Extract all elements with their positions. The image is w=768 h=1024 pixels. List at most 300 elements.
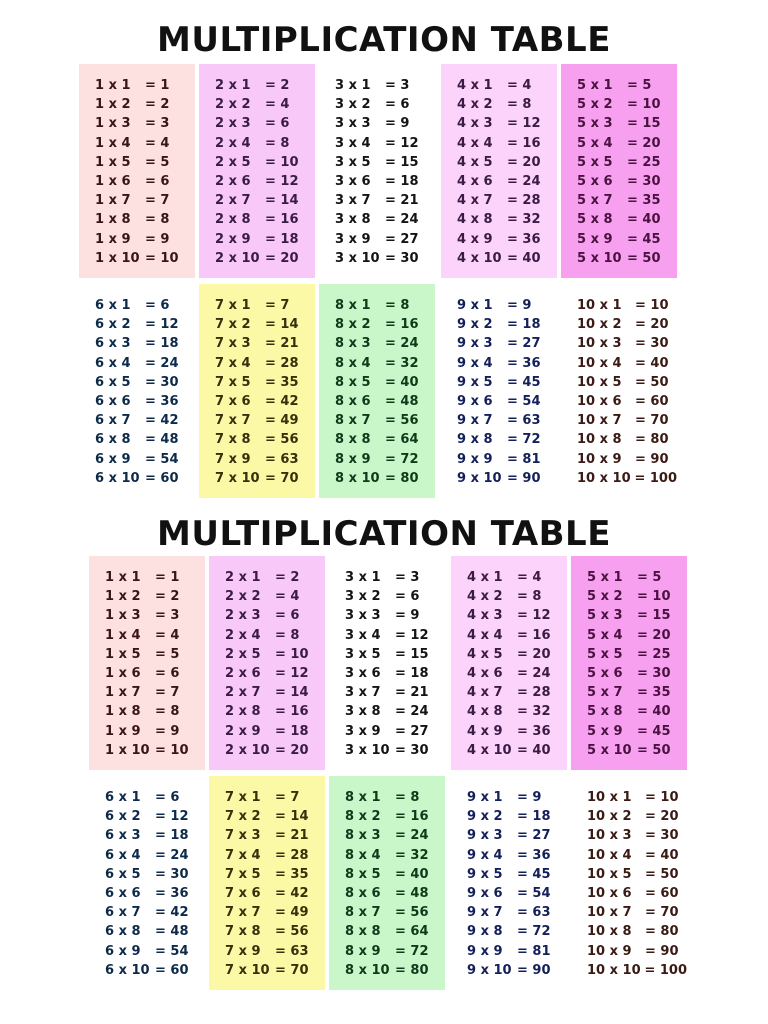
expression: 8 x 10 xyxy=(345,962,390,978)
result: = 6 xyxy=(385,97,410,113)
table-row xyxy=(467,788,567,807)
expression: 2 x 2 xyxy=(225,589,261,605)
expression: 5 x 6 xyxy=(587,665,623,681)
times-table-1 xyxy=(79,64,195,278)
result: = 12 xyxy=(155,809,189,825)
table-row xyxy=(335,296,435,315)
result: = 18 xyxy=(395,665,429,681)
table-row xyxy=(215,191,315,210)
table-row xyxy=(95,334,195,353)
table-row xyxy=(225,903,325,922)
expression: 7 x 2 xyxy=(215,317,251,333)
expression: 8 x 1 xyxy=(335,298,371,313)
result: = 36 xyxy=(507,355,541,371)
table-row xyxy=(95,450,195,469)
result: = 48 xyxy=(145,432,179,448)
result: = 15 xyxy=(627,116,661,132)
expression: 7 x 4 xyxy=(225,847,261,863)
expression: 10 x 9 xyxy=(587,943,632,959)
expression: 4 x 7 xyxy=(467,685,503,701)
table-row xyxy=(587,664,687,683)
result: = 50 xyxy=(645,866,679,882)
expression: 3 x 8 xyxy=(335,212,371,228)
expression: 3 x 9 xyxy=(345,723,381,739)
table-row xyxy=(457,334,557,353)
result: = 45 xyxy=(637,723,671,739)
result: = 28 xyxy=(507,193,541,209)
result: = 6 xyxy=(265,116,290,132)
table-row xyxy=(225,683,325,702)
expression: 9 x 8 xyxy=(467,924,503,940)
result: = 14 xyxy=(275,809,309,825)
table-section-top xyxy=(0,0,768,505)
result: = 40 xyxy=(627,212,661,228)
table-row xyxy=(225,741,325,760)
expression: 5 x 7 xyxy=(577,193,613,209)
expression: 8 x 2 xyxy=(335,317,371,333)
table-row xyxy=(457,430,557,449)
expression: 4 x 3 xyxy=(467,608,503,624)
result: = 27 xyxy=(507,336,541,352)
table-row xyxy=(335,76,435,95)
result: = 10 xyxy=(637,589,671,605)
result: = 8 xyxy=(395,790,420,805)
expression: 4 x 3 xyxy=(457,116,493,132)
result: = 10 xyxy=(627,97,661,113)
expression: 3 x 1 xyxy=(335,78,371,93)
table-row xyxy=(345,846,445,865)
table-row xyxy=(345,606,445,625)
expression: 7 x 7 xyxy=(215,413,251,429)
expression: 4 x 6 xyxy=(467,665,503,681)
table-row xyxy=(587,807,687,826)
result: = 32 xyxy=(517,704,551,720)
times-table-7 xyxy=(209,776,325,990)
result: = 63 xyxy=(265,451,299,467)
result: = 60 xyxy=(635,393,669,409)
table-row xyxy=(215,315,315,334)
result: = 32 xyxy=(385,355,419,371)
table-row xyxy=(105,865,205,884)
expression: 4 x 6 xyxy=(457,173,493,189)
result: = 16 xyxy=(265,212,299,228)
table-row xyxy=(467,942,567,961)
result: = 80 xyxy=(395,962,429,978)
table-row xyxy=(95,210,195,229)
expression: 5 x 2 xyxy=(587,589,623,605)
result: = 3 xyxy=(155,608,180,624)
table-row xyxy=(467,826,567,845)
expression: 5 x 1 xyxy=(587,570,623,585)
result: = 35 xyxy=(627,193,661,209)
expression: 6 x 9 xyxy=(95,451,131,467)
expression: 4 x 9 xyxy=(457,231,493,247)
result: = 10 xyxy=(155,742,189,758)
result: = 12 xyxy=(275,665,309,681)
expression: 1 x 3 xyxy=(95,116,131,132)
expression: 7 x 5 xyxy=(225,866,261,882)
table-row xyxy=(587,961,687,980)
expression: 2 x 1 xyxy=(225,570,261,585)
table-row xyxy=(335,172,435,191)
expression: 8 x 7 xyxy=(345,905,381,921)
table-row xyxy=(95,373,195,392)
table-row xyxy=(345,645,445,664)
expression: 2 x 8 xyxy=(215,212,251,228)
expression: 2 x 8 xyxy=(225,704,261,720)
table-row xyxy=(587,846,687,865)
expression: 1 x 1 xyxy=(105,570,141,585)
expression: 3 x 3 xyxy=(335,116,371,132)
expression: 10 x 6 xyxy=(577,393,622,409)
expression: 2 x 5 xyxy=(225,646,261,662)
table-row xyxy=(215,354,315,373)
result: = 100 xyxy=(644,962,687,978)
result: = 4 xyxy=(145,135,170,151)
table-row xyxy=(335,392,435,411)
table-row xyxy=(215,392,315,411)
expression: 5 x 9 xyxy=(587,723,623,739)
result: = 28 xyxy=(275,847,309,863)
table-row xyxy=(105,683,205,702)
expression: 2 x 4 xyxy=(215,135,251,151)
expression: 10 x 10 xyxy=(577,470,631,486)
expression: 7 x 1 xyxy=(225,790,261,805)
result: = 4 xyxy=(155,627,180,643)
table-row xyxy=(577,392,677,411)
table-row xyxy=(345,722,445,741)
expression: 6 x 8 xyxy=(105,924,141,940)
result: = 21 xyxy=(385,193,419,209)
table-row xyxy=(467,568,567,587)
expression: 4 x 10 xyxy=(457,250,502,266)
result: = 16 xyxy=(385,317,419,333)
table-row xyxy=(577,315,677,334)
times-table-6 xyxy=(79,284,195,498)
times-table-9 xyxy=(451,776,567,990)
result: = 24 xyxy=(517,665,551,681)
table-row xyxy=(587,683,687,702)
result: = 2 xyxy=(145,97,170,113)
expression: 7 x 8 xyxy=(215,432,251,448)
expression: 7 x 9 xyxy=(225,943,261,959)
expression: 8 x 9 xyxy=(345,943,381,959)
expression: 3 x 4 xyxy=(335,135,371,151)
result: = 10 xyxy=(275,646,309,662)
table-row xyxy=(345,865,445,884)
table-row xyxy=(105,587,205,606)
expression: 4 x 4 xyxy=(457,135,493,151)
expression: 8 x 3 xyxy=(345,828,381,844)
expression: 9 x 9 xyxy=(467,943,503,959)
table-row xyxy=(457,249,557,268)
result: = 18 xyxy=(507,317,541,333)
table-row xyxy=(457,315,557,334)
times-table-9 xyxy=(441,284,557,498)
result: = 8 xyxy=(145,212,170,228)
expression: 5 x 10 xyxy=(577,250,622,266)
expression: 8 x 10 xyxy=(335,470,380,486)
expression: 8 x 4 xyxy=(335,355,371,371)
result: = 50 xyxy=(627,250,661,266)
table-row xyxy=(577,210,677,229)
result: = 32 xyxy=(507,212,541,228)
table-row xyxy=(457,153,557,172)
expression: 3 x 10 xyxy=(335,250,380,266)
table-row xyxy=(335,373,435,392)
expression: 1 x 10 xyxy=(95,250,140,266)
result: = 9 xyxy=(385,116,410,132)
expression: 5 x 4 xyxy=(587,627,623,643)
table-row xyxy=(345,961,445,980)
result: = 27 xyxy=(517,828,551,844)
expression: 10 x 2 xyxy=(587,809,632,825)
expression: 1 x 5 xyxy=(105,646,141,662)
result: = 81 xyxy=(517,943,551,959)
result: = 90 xyxy=(635,451,669,467)
table-row xyxy=(345,826,445,845)
result: = 40 xyxy=(635,355,669,371)
expression: 6 x 5 xyxy=(105,866,141,882)
result: = 30 xyxy=(385,250,419,266)
times-table-1 xyxy=(89,556,205,770)
result: = 16 xyxy=(395,809,429,825)
result: = 49 xyxy=(275,905,309,921)
expression: 8 x 6 xyxy=(345,885,381,901)
table-row xyxy=(95,315,195,334)
table-row xyxy=(335,230,435,249)
result: = 2 xyxy=(155,589,180,605)
table-row xyxy=(225,702,325,721)
result: = 45 xyxy=(517,866,551,882)
expression: 9 x 4 xyxy=(457,355,493,371)
expression: 2 x 7 xyxy=(225,685,261,701)
table-row xyxy=(335,450,435,469)
result: = 72 xyxy=(385,451,419,467)
result: = 35 xyxy=(275,866,309,882)
expression: 4 x 7 xyxy=(457,193,493,209)
result: = 64 xyxy=(385,432,419,448)
table-row xyxy=(215,114,315,133)
result: = 16 xyxy=(275,704,309,720)
result: = 80 xyxy=(645,924,679,940)
table-row xyxy=(225,568,325,587)
result: = 1 xyxy=(145,78,170,93)
expression: 5 x 7 xyxy=(587,685,623,701)
expression: 7 x 4 xyxy=(215,355,251,371)
table-row xyxy=(577,114,677,133)
expression: 1 x 9 xyxy=(105,723,141,739)
table-row xyxy=(225,884,325,903)
table-row xyxy=(105,702,205,721)
result: = 18 xyxy=(517,809,551,825)
table-row xyxy=(457,230,557,249)
table-row xyxy=(105,807,205,826)
table-row xyxy=(335,334,435,353)
result: = 72 xyxy=(395,943,429,959)
result: = 5 xyxy=(637,570,662,585)
result: = 7 xyxy=(275,790,300,805)
expression: 10 x 3 xyxy=(577,336,622,352)
expression: 6 x 3 xyxy=(105,828,141,844)
expression: 10 x 5 xyxy=(577,374,622,390)
table-row xyxy=(105,961,205,980)
expression: 5 x 3 xyxy=(577,116,613,132)
result: = 7 xyxy=(145,193,170,209)
result: = 12 xyxy=(265,173,299,189)
expression: 6 x 4 xyxy=(105,847,141,863)
expression: 10 x 10 xyxy=(587,962,641,978)
table-row xyxy=(467,865,567,884)
times-table-7 xyxy=(199,284,315,498)
result: = 21 xyxy=(265,336,299,352)
expression: 7 x 2 xyxy=(225,809,261,825)
result: = 10 xyxy=(645,790,679,805)
table-row xyxy=(105,884,205,903)
expression: 5 x 1 xyxy=(577,78,613,93)
table-row xyxy=(335,153,435,172)
result: = 70 xyxy=(635,413,669,429)
result: = 8 xyxy=(517,589,542,605)
result: = 4 xyxy=(517,570,542,585)
table-row xyxy=(457,469,557,488)
result: = 30 xyxy=(145,374,179,390)
result: = 9 xyxy=(155,723,180,739)
result: = 42 xyxy=(265,393,299,409)
expression: 1 x 2 xyxy=(95,97,131,113)
expression: 6 x 2 xyxy=(105,809,141,825)
table-row xyxy=(577,153,677,172)
table-row xyxy=(105,903,205,922)
table-row xyxy=(345,702,445,721)
expression: 3 x 6 xyxy=(335,173,371,189)
table-row xyxy=(105,626,205,645)
result: = 8 xyxy=(265,135,290,151)
expression: 8 x 1 xyxy=(345,790,381,805)
table-row xyxy=(577,134,677,153)
result: = 24 xyxy=(145,355,179,371)
expression: 4 x 1 xyxy=(467,570,503,585)
result: = 42 xyxy=(145,413,179,429)
table-row xyxy=(95,354,195,373)
table-row xyxy=(215,296,315,315)
expression: 8 x 8 xyxy=(335,432,371,448)
expression: 6 x 10 xyxy=(95,470,140,486)
result: = 16 xyxy=(507,135,541,151)
expression: 9 x 1 xyxy=(457,298,493,313)
table-row xyxy=(345,807,445,826)
result: = 50 xyxy=(635,374,669,390)
expression: 8 x 5 xyxy=(345,866,381,882)
table-row xyxy=(457,134,557,153)
result: = 63 xyxy=(507,413,541,429)
expression: 7 x 10 xyxy=(215,470,260,486)
times-table-4 xyxy=(441,64,557,278)
table-row xyxy=(105,722,205,741)
result: = 36 xyxy=(155,885,189,901)
table-row xyxy=(587,788,687,807)
expression: 10 x 4 xyxy=(577,355,622,371)
table-row xyxy=(335,210,435,229)
result: = 63 xyxy=(517,905,551,921)
expression: 5 x 5 xyxy=(577,154,613,170)
table-row xyxy=(577,450,677,469)
expression: 5 x 5 xyxy=(587,646,623,662)
result: = 40 xyxy=(507,250,541,266)
table-row xyxy=(335,134,435,153)
expression: 10 x 2 xyxy=(577,317,622,333)
expression: 10 x 1 xyxy=(577,298,622,313)
table-row xyxy=(105,568,205,587)
times-table-10 xyxy=(571,776,687,990)
result: = 7 xyxy=(265,298,290,313)
result: = 30 xyxy=(637,665,671,681)
table-row xyxy=(587,722,687,741)
result: = 3 xyxy=(145,116,170,132)
result: = 40 xyxy=(517,742,551,758)
expression: 5 x 10 xyxy=(587,742,632,758)
table-row xyxy=(95,191,195,210)
result: = 48 xyxy=(395,885,429,901)
result: = 3 xyxy=(385,78,410,93)
expression: 9 x 5 xyxy=(457,374,493,390)
table-row xyxy=(215,411,315,430)
expression: 1 x 8 xyxy=(95,212,131,228)
result: = 27 xyxy=(385,231,419,247)
table-row xyxy=(225,606,325,625)
table-row xyxy=(215,334,315,353)
expression: 6 x 1 xyxy=(95,298,131,313)
result: = 40 xyxy=(637,704,671,720)
result: = 18 xyxy=(275,723,309,739)
expression: 8 x 8 xyxy=(345,924,381,940)
table-row xyxy=(225,807,325,826)
expression: 6 x 10 xyxy=(105,962,150,978)
expression: 10 x 7 xyxy=(587,905,632,921)
table-row xyxy=(577,230,677,249)
table-row xyxy=(95,469,195,488)
expression: 6 x 6 xyxy=(95,393,131,409)
table-row xyxy=(345,741,445,760)
table-row xyxy=(215,76,315,95)
result: = 5 xyxy=(627,78,652,93)
expression: 1 x 7 xyxy=(95,193,131,209)
expression: 8 x 6 xyxy=(335,393,371,409)
table-row xyxy=(345,626,445,645)
table-row xyxy=(467,645,567,664)
expression: 4 x 2 xyxy=(457,97,493,113)
result: = 8 xyxy=(507,97,532,113)
expression: 10 x 3 xyxy=(587,828,632,844)
result: = 4 xyxy=(507,78,532,93)
result: = 18 xyxy=(155,828,189,844)
result: = 36 xyxy=(145,393,179,409)
result: = 9 xyxy=(395,608,420,624)
table-row xyxy=(587,741,687,760)
expression: 7 x 10 xyxy=(225,962,270,978)
result: = 56 xyxy=(275,924,309,940)
expression: 6 x 3 xyxy=(95,336,131,352)
expression: 3 x 10 xyxy=(345,742,390,758)
result: = 15 xyxy=(385,154,419,170)
result: = 56 xyxy=(385,413,419,429)
table-row xyxy=(577,296,677,315)
result: = 20 xyxy=(265,250,299,266)
result: = 63 xyxy=(275,943,309,959)
result: = 8 xyxy=(275,627,300,643)
result: = 72 xyxy=(517,924,551,940)
table-row xyxy=(225,788,325,807)
